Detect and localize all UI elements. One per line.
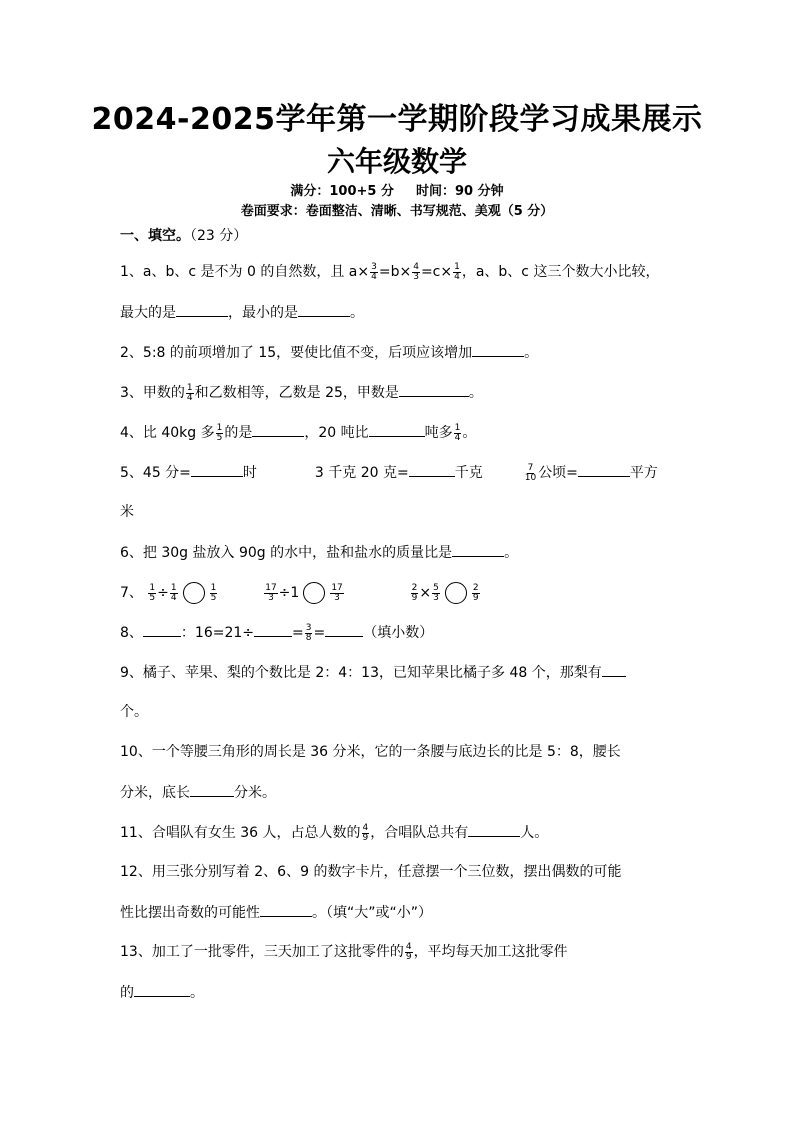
question-9-line-2: 个。 [120,704,148,720]
question-6: 6、把 30g 盐放入 90g 的水中，盐和盐水的质量比是 。 [120,542,518,563]
question-4: 4、比 40kg 多 $\frac{1}{5}$ 的是 ，20 吨比 吨多 $\frac{1}{4}$ 。 [120,422,477,443]
question-7: 7、 $\frac{1}{5}$ ÷ $\frac{1}{4}$ $\frac{1}{5}$ $\frac{17}{3}$ ÷1 $\frac{17}{3}$ $\frac{2}{9}$ × $\frac{5}{3}$ $\frac{2}{9}$ [120,582,479,603]
score-info: 满分：100+5 分 [290,184,394,199]
compare-circle[interactable] [445,582,467,604]
fraction: $\frac{1}{5}$ [210,582,217,603]
fraction: $\frac{4}{9}$ [405,941,412,962]
question-13: 13、加工了一批零件，三天加工了这批零件的 $\frac{4}{9}$ ，平均每天加工这批零件 [120,941,568,962]
answer-blank[interactable] [143,622,181,637]
section-heading: 一、填空。（23 分） [120,228,248,244]
fraction: $\frac{17}{3}$ [265,582,277,603]
answer-blank[interactable] [325,622,363,637]
answer-blank[interactable] [468,822,520,837]
fraction: $\frac{2}{9}$ [472,582,479,603]
question-1-line-2: 最大的是 ，最小的是 。 [120,302,364,323]
compare-circle[interactable] [183,582,205,604]
page-subtitle: 六年级数学 [326,145,467,178]
answer-blank[interactable] [452,542,504,557]
question-11: 11、合唱队有女生 36 人，占总人数的 $\frac{4}{9}$ ，合唱队总共有 人。 [120,822,549,843]
fraction: $\frac{3}{8}$ [305,622,312,643]
fraction: $\frac{4}{3}$ [413,261,419,282]
fraction: $\frac{1}{4}$ [454,422,461,443]
answer-blank[interactable] [472,342,524,357]
answer-blank[interactable] [578,462,630,477]
question-10-line-2: 分米，底长 分米。 [120,782,276,803]
question-12-line-2: 性比摆出奇数的可能性 。（填“大”或“小”） [120,902,432,923]
answer-blank[interactable] [190,782,234,797]
question-13-line-2: 的 。 [120,982,204,1003]
question-12: 12、用三张分别写着 2、6、9 的数字卡片，任意摆一个三位数，摆出偶数的可能 [120,864,622,880]
fraction: $\frac{2}{9}$ [411,582,418,603]
question-9: 9、橘子、苹果、梨的个数比是 2：4：13，已知苹果比橘子多 48 个，那梨有 [120,662,626,683]
fraction: $\frac{1}{4}$ [186,382,193,403]
answer-blank[interactable] [260,902,312,917]
answer-blank[interactable] [399,382,469,397]
answer-blank[interactable] [134,982,190,997]
answer-blank[interactable] [254,622,292,637]
question-8: 8、 ：16=21÷ = $\frac{3}{8}$ = （填小数） [120,622,434,643]
question-10: 10、一个等腰三角形的周长是 36 分米，它的一条腰与底边长的比是 5：8，腰长 [120,744,621,760]
fraction: $\frac{1}{4}$ [454,261,460,282]
fraction: $\frac{1}{5}$ [149,582,156,603]
question-1: 1、a、b、c 是不为 0 的自然数，且 a× $\frac{3}{4}$ =b× $\frac{4}{3}$ =c× $\frac{1}{4}$ ，a、b、c 这三个数大小比较， [120,261,660,282]
answer-blank[interactable] [176,302,228,317]
page-title: 2024-2025学年第一学期阶段学习成果展示 [91,102,703,137]
answer-blank[interactable] [298,302,350,317]
fraction: $\frac{3}{4}$ [371,261,377,282]
fraction: $\frac{17}{3}$ [331,582,343,603]
question-5: 5、45 分= 时 3 千克 20 克= 千克 $\frac{7}{10}$ 公顷= 平方 [120,462,658,483]
fraction: $\frac{7}{10}$ [524,462,537,483]
fraction: $\frac{1}{4}$ [170,582,177,603]
question-5-line-2: 米 [120,504,134,520]
fraction: $\frac{4}{9}$ [362,822,369,843]
question-2: 2、5:8 的前项增加了 15，要使比值不变，后项应该增加 。 [120,342,538,363]
exam-meta [0,183,794,201]
compare-circle[interactable] [303,582,325,604]
layout-requirement: 卷面要求：卷面整洁、清晰、书写规范、美观（5 分） [240,204,554,219]
fraction: $\frac{5}{3}$ [433,582,439,603]
answer-blank[interactable] [191,462,243,477]
question-3: 3、甲数的 $\frac{1}{4}$ 和乙数相等，乙数是 25，甲数是 。 [120,382,483,403]
answer-blank[interactable] [369,422,425,437]
answer-blank[interactable] [602,662,626,677]
answer-blank[interactable] [252,422,304,437]
fraction: $\frac{1}{5}$ [216,422,223,443]
answer-blank[interactable] [409,462,455,477]
time-info: 时间：90 分钟 [415,184,504,199]
